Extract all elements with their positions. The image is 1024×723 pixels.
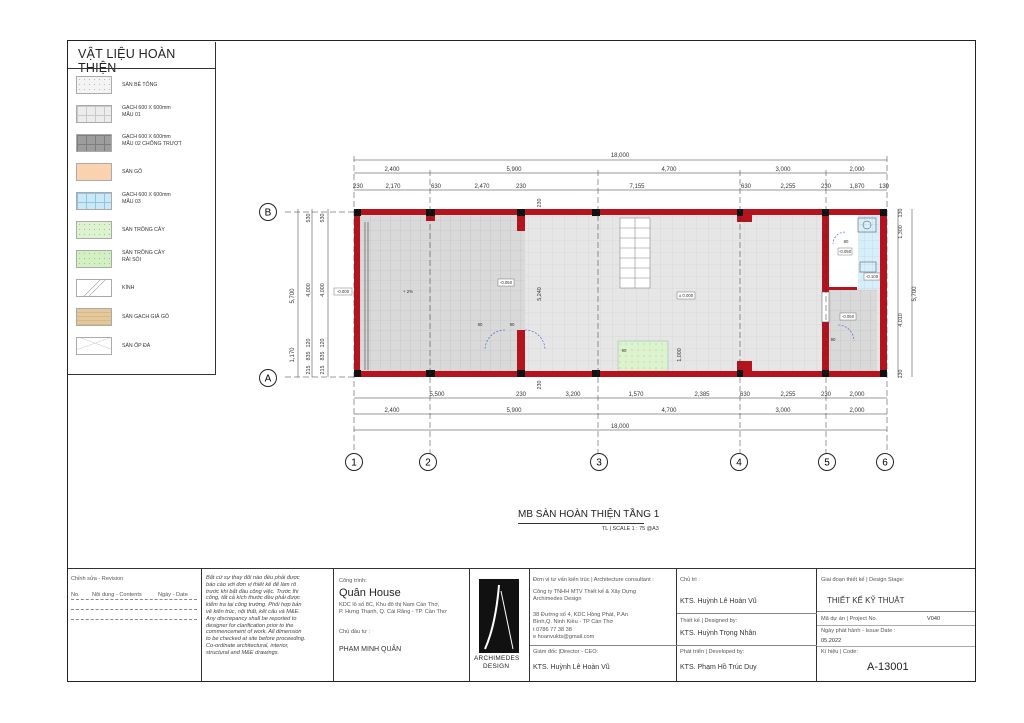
project-address: KDC lô số 8C, Khu đô thị Nam Cần Thơ, P. Hưng Thạnh, Q. Cái Răng - TP. Cần Thơ [339,602,447,615]
dim-top-row3: 1,870 [849,184,865,190]
level-mark: -0.050 [841,314,855,319]
issue-date: 05.2022 [821,638,842,644]
dim-top-row3: 230 [820,184,832,190]
stage-divider-3 [817,646,975,647]
dim-top-row3: 230 [515,184,527,190]
door-tag: 90 [830,337,836,342]
legend-label: SÀN GẠCH GIẢ GỖ [122,314,169,320]
level-mark-entrance: -0.000 [336,289,350,294]
revision-cell [68,569,202,682]
legend-label: SÀN GỖ [122,169,143,175]
dim-right-outer: 5,700 [912,286,918,302]
scale-note: TL | SCALE 1 : 75 @A3 [602,526,659,532]
grid-bubble-col: 3 [596,457,602,469]
code-label: Kí hiệu | Code: [821,649,858,655]
legend-label: SÀN ỐP ĐÁ [122,343,151,349]
dim-right: 1,300 [898,225,904,239]
dim-left-inner-b: 530 [320,213,326,223]
slope-mark: + 2% [403,289,413,294]
dim-right: 130 [898,208,904,218]
front-room-floor [360,215,525,371]
dim-top-row3: 2,170 [385,184,401,190]
dim-inner: 1,000 [677,348,683,362]
disclaimer-text: Bất cứ sự thay đổi nào đều phải được báo cáo với đơn vị thiết kế để làm rõ trước khi bắt đầu công việc. Trước thi công, tất cả kích thước đều phải được kiểm tra tại công trường. Phối hợp bản vẽ kiến trúc, nội thất, kết cấu và M&E. Any discrepancy shall be reported to designer for clarification prior to the commencement of work. All dimension to be checked at site before proceeding. Co-ordinate architectural, interior, structural and M&E drawings. [206,575,306,656]
dim-inner: 5,240 [537,287,543,301]
dim-bottom-row2: 2,400 [384,408,400,414]
dim-left-inner: 120 [306,338,312,348]
revision-line-3 [71,619,197,620]
consultant-cell [530,569,677,682]
archimedes-logo [479,579,519,653]
dim-left-inner-b: 4,000 [320,283,326,297]
dim-inner: 230 [537,380,543,390]
dim-left-inner-b: 120 [320,338,326,348]
dim-total-top: 18,000 [610,153,630,159]
dim-top-row2: 5,900 [506,167,522,173]
director-name: KTS. Huỳnh Lê Hoàn Vũ [533,664,610,671]
revision-col-contents: Nội dung - Contents [92,592,142,598]
project-no-label: Mã dự án | Project No. [821,616,878,622]
consultant-label: Đơn vị tư vấn kiến trúc | Architecture consultant : [533,577,654,583]
logo-text-2: DESIGN [483,663,510,670]
project-cell [334,569,470,682]
dim-right: 130 [898,369,904,379]
grid-bubble-col: 2 [425,457,431,469]
staff-divider-1 [677,613,817,614]
dim-left-outer: 5,700 [290,288,296,304]
level-mark: -0.050 [499,280,513,285]
dim-bottom-row1: 2,000 [849,392,865,398]
dim-bottom-row1: 2,385 [694,392,710,398]
dim-top-row3: 130 [878,184,890,190]
grid-bubble-col: 5 [824,457,830,469]
dim-left-inner-b: 835 [320,351,326,361]
owner-label: Chủ đầu tư : [339,629,371,635]
dim-total-bottom: 18,000 [610,424,630,430]
dim-bottom-row1: 3,200 [565,392,581,398]
legend-title: VẬT LIỆU HOÀN THIỆN [78,47,176,75]
door-opening-back [822,292,829,322]
staff-divider-2 [677,645,817,646]
door-tag: 90 [843,239,849,244]
dim-left-inner: 4,000 [306,283,312,297]
staff-cell [677,569,817,682]
dim-inner: 230 [537,198,543,208]
dim-bottom-row2: 3,000 [775,408,791,414]
grid-bubble-row: B [264,207,272,219]
designer-label: Thiết kế | Designed by: [680,618,738,624]
dim-bottom-row1: 5,500 [429,392,445,398]
title-block [68,568,975,682]
dim-bottom-row1: 230 [515,392,527,398]
revision-line-1 [71,599,197,600]
dim-top-row3: 230 [352,184,364,190]
chair-name: KTS. Huỳnh Lê Hoàn Vũ [680,598,757,605]
dim-top-row3: 630 [740,184,752,190]
door-tag: 90 [621,348,627,353]
dim-left-inner-b: 215 [320,365,326,375]
level-mark: -0.100 [865,274,879,279]
revision-line-2 [71,609,197,610]
back-room-floor [829,290,877,372]
legend-label: GẠCH 600 X 600mm MẪU 02 CHỐNG TRƯỢT [122,134,182,147]
project-name: Quân House [339,587,401,599]
consultant-divider [530,645,677,646]
chair-label: Chủ trì : [680,577,700,583]
issue-label: Ngày phát hành - Issue Date : [821,628,896,634]
dim-left-outer: 1,170 [290,347,296,363]
designer-name: KTS. Huỳnh Trọng Nhân [680,630,757,637]
dim-left-inner: 215 [306,365,312,375]
drawing-code: A-13001 [867,661,909,673]
dim-bottom-row1: 630 [739,392,751,398]
dim-bottom-row1: 2,255 [780,392,796,398]
consultant-email: e hoanvukts@gmail.com [533,634,595,640]
stage-label: Giai đoạn thiết kế | Design Stage: [821,577,905,583]
door-tag: 90 [477,322,483,327]
dim-top-row2: 2,000 [849,167,865,173]
legend-label: GẠCH 600 X 600mm MẪU 03 [122,192,171,205]
dim-left-inner: 530 [306,213,312,223]
legend-label: SÀN TRỒNG CÂY RẢI SỎI [122,250,165,263]
stage-divider-1 [817,611,975,612]
legend-label: GẠCH 600 X 600mm MẪU 01 [122,105,171,118]
legend-label: SÀN TRỒNG CÂY [122,227,165,233]
dim-bottom-row1: 1,570 [628,392,644,398]
developer-label: Phát triển | Developed by: [680,649,745,655]
dim-left-inner: 835 [306,351,312,361]
consultant-name: Công ty TNHH MTV Thiết kế & Xây Dựng Archimedes Design [533,589,637,602]
staircase [620,218,650,288]
legend-label: SÀN BÊ TÔNG [122,82,158,88]
stage-name: THIẾT KẾ KỸ THUẬT [827,596,905,605]
project-no: V040 [927,616,941,622]
planter-area [618,341,668,371]
owner-name: PHẠM MINH QUÂN [339,646,402,653]
dim-top-row2: 2,400 [384,167,400,173]
dim-right: 4,010 [898,313,904,327]
dim-top-row2: 3,000 [775,167,791,173]
dim-bottom-row2: 2,000 [849,408,865,414]
drawing-title: MB SÀN HOÀN THIỆN TẦNG 1 [518,509,660,520]
director-label: Giám đốc |Director - CEO: [533,649,599,655]
consultant-address: 38 Đường số 4, KDC Hồng Phát, P.An Bình,Q. Ninh Kiều - TP Cần Thơ [533,612,628,625]
developer-name: KTS. Phạm Hồ Trúc Duy [680,664,757,671]
revision-title: Chỉnh sửa - Revision [71,576,124,582]
stage-divider-2 [817,625,975,626]
door-tag: 90 [509,322,515,327]
level-mark: -0.050 [838,249,852,254]
disclaimer-cell [202,569,334,682]
grid-bubble-col: 1 [351,457,357,469]
stage-cell [817,569,975,682]
dim-top-row3: 2,255 [780,184,796,190]
logo-cell [470,569,530,682]
dim-top-row3: 630 [430,184,442,190]
revision-col-date: Ngày - Date [158,592,188,598]
dim-bottom-row2: 4,700 [661,408,677,414]
project-label: Công trình: [339,578,367,584]
dim-top-row2: 4,700 [661,167,677,173]
grid-bubble-col: 6 [882,457,888,469]
dim-bottom-row1: 230 [820,392,832,398]
grid-bubble-row: A [264,373,272,385]
logo-text-1: ARCHIMEDES [474,655,520,662]
dim-top-row3: 7,155 [629,184,645,190]
grid-bubble-col: 4 [736,457,742,469]
consultant-phone: t 0786 77 38 38 [533,627,572,633]
dim-top-row3: 2,470 [474,184,490,190]
revision-col-no: No. [71,592,80,598]
legend-label: KÍNH [122,285,135,291]
dim-bottom-row2: 5,900 [506,408,522,414]
level-mark: ± 0.000 [678,293,694,298]
drawing-title-underline [518,523,644,524]
